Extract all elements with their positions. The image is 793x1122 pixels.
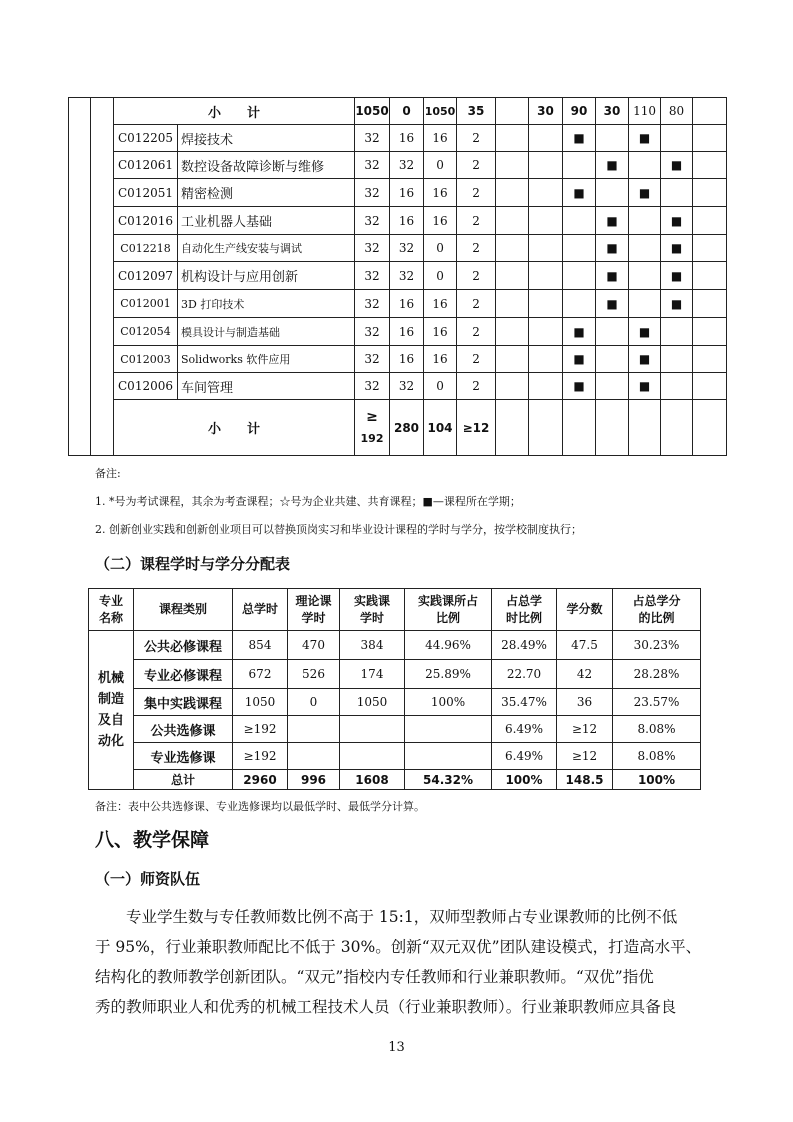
semester-mark: ■ [661, 290, 693, 318]
course-credits: 2 [457, 262, 496, 290]
course-total-hours: 32 [355, 179, 390, 207]
course-row [69, 262, 727, 290]
practice-ratio: 100% [405, 689, 492, 716]
hour-ratio: 22.70 [492, 660, 557, 689]
practice-ratio [405, 743, 492, 770]
paragraph-line: 结构化的教师教学创新团队。“双元”指校内专任教师和行业兼职教师。“双优”指优 [95, 968, 654, 986]
course-credits: 2 [457, 373, 496, 400]
header-line: 时比例 [505, 610, 542, 625]
empty-cell [496, 400, 529, 456]
practice-hours: 174 [340, 660, 405, 689]
header-credits [557, 589, 613, 631]
course-total-hours: 32 [355, 318, 390, 346]
subtotal-sem3: 30 [596, 98, 629, 125]
course-code: C012016 [114, 207, 178, 235]
distribution-row [89, 631, 701, 660]
course-total-hours: 32 [355, 152, 390, 179]
notes-line-1: 1. *号为考试课程，其余为考查课程；☆号为企业共建、共育课程；■—课程所在学期； [95, 495, 521, 508]
subtotal-sem2: 90 [563, 98, 596, 125]
semester-mark: ■ [563, 346, 596, 373]
course-practice-hours: 16 [424, 179, 457, 207]
semester-mark [496, 290, 529, 318]
credit-ratio: 100% [613, 770, 701, 790]
semester-mark [496, 318, 529, 346]
section-teacher-title: （一）师资队伍 [95, 870, 201, 888]
semester-mark [496, 179, 529, 207]
theory-hours [288, 743, 340, 770]
course-theory-hours: 16 [390, 207, 424, 235]
course-total-hours: 32 [355, 290, 390, 318]
practice-ratio [405, 716, 492, 743]
semester-mark [529, 235, 563, 262]
credit-ratio: 28.28% [613, 660, 701, 689]
paragraph-line: 秀的教师职业人和优秀的机械工程技术人员（行业兼职教师）。行业兼职教师应具备良 [95, 998, 677, 1016]
semester-mark [629, 152, 661, 179]
left-blank-cell-2 [91, 98, 114, 456]
header-total-hours [233, 589, 288, 631]
semester-mark [661, 346, 693, 373]
course-row [69, 179, 727, 207]
course-code: C012218 [114, 235, 178, 262]
theory-hours: 526 [288, 660, 340, 689]
course-code: C012061 [114, 152, 178, 179]
credits: ≥12 [557, 716, 613, 743]
category: 专业必修课程 [134, 660, 233, 689]
course-theory-hours: 16 [390, 179, 424, 207]
total-hours: ≥192 [233, 743, 288, 770]
course-theory-hours: 16 [390, 346, 424, 373]
semester-mark: ■ [661, 207, 693, 235]
semester-mark [693, 125, 727, 152]
header-line: 专业 [98, 593, 123, 608]
semester-mark [496, 207, 529, 235]
semester-mark [496, 262, 529, 290]
header-line: 学时 [301, 610, 326, 625]
total-hours: 2960 [233, 770, 288, 790]
header-hour-ratio [492, 589, 557, 631]
distribution-header-row [89, 589, 701, 631]
subtotal-label: 小 计 [114, 400, 355, 456]
course-credits: 2 [457, 346, 496, 373]
header-major [89, 589, 134, 631]
course-row [69, 152, 727, 179]
semester-mark: ■ [563, 373, 596, 400]
semester-mark: ■ [661, 235, 693, 262]
theory-hours: 470 [288, 631, 340, 660]
subtotal-total: 1050 [355, 98, 390, 125]
semester-mark [661, 179, 693, 207]
subtotal-row-top [69, 98, 727, 125]
category: 专业选修课 [134, 743, 233, 770]
semester-mark [629, 207, 661, 235]
semester-mark: ■ [596, 290, 629, 318]
hour-ratio: 100% [492, 770, 557, 790]
distribution-row [89, 660, 701, 689]
course-code: C012051 [114, 179, 178, 207]
course-name: 3D 打印技术 [178, 290, 355, 318]
credits: 148.5 [557, 770, 613, 790]
header-line: 占总学分 [632, 593, 681, 608]
course-row [69, 318, 727, 346]
paragraph-line: 专业学生数与专任教师数比例不高于 15:1，双师型教师占专业课教师的比例不低 [95, 908, 678, 926]
header-line: 实践课 [353, 593, 390, 608]
notes-title: 备注: [95, 467, 121, 480]
course-code: C012097 [114, 262, 178, 290]
semester-mark: ■ [563, 179, 596, 207]
course-practice-hours: 16 [424, 125, 457, 152]
empty-cell [629, 400, 661, 456]
credits: 47.5 [557, 631, 613, 660]
semester-mark [529, 179, 563, 207]
semester-mark [529, 346, 563, 373]
hour-ratio: 6.49% [492, 743, 557, 770]
course-code: C012003 [114, 346, 178, 373]
semester-mark [529, 152, 563, 179]
course-credits: 2 [457, 179, 496, 207]
subtotal-practice: 104 [424, 400, 457, 456]
course-total-hours: 32 [355, 235, 390, 262]
subtotal-theory: 0 [390, 98, 424, 125]
header-line: 占总学 [505, 593, 542, 608]
header-line: 比例 [435, 610, 460, 625]
semester-mark [693, 152, 727, 179]
course-theory-hours: 32 [390, 235, 424, 262]
theory-hours: 0 [288, 689, 340, 716]
course-code: C012001 [114, 290, 178, 318]
semester-mark: ■ [563, 125, 596, 152]
paragraph-line: 于 95%，行业兼职教师配比不低于 30%。创新“双元双优”团队建设模式，打造高水平、 [95, 938, 702, 956]
subtotal-row-bottom [69, 400, 727, 456]
header-line: 学时 [359, 610, 384, 625]
distribution-row [89, 716, 701, 743]
teacher-paragraph [95, 902, 707, 1022]
header-line: 名称 [98, 610, 123, 625]
credits: ≥12 [557, 743, 613, 770]
major-name-line: 及自 [97, 713, 124, 728]
semester-mark [563, 152, 596, 179]
course-theory-hours: 32 [390, 373, 424, 400]
semester-mark: ■ [661, 262, 693, 290]
course-practice-hours: 0 [424, 152, 457, 179]
semester-mark [596, 179, 629, 207]
course-total-hours: 32 [355, 207, 390, 235]
semester-mark [629, 235, 661, 262]
semester-mark [661, 373, 693, 400]
hour-ratio: 35.47% [492, 689, 557, 716]
subtotal-sem6 [693, 98, 727, 125]
semester-mark [596, 346, 629, 373]
semester-mark: ■ [596, 235, 629, 262]
course-theory-hours: 16 [390, 290, 424, 318]
practice-ratio: 44.96% [405, 631, 492, 660]
page-number: 13 [388, 1040, 405, 1055]
semester-mark: ■ [596, 207, 629, 235]
distribution-total-row [89, 770, 701, 790]
header-category [134, 589, 233, 631]
semester-mark [563, 207, 596, 235]
course-theory-hours: 16 [390, 318, 424, 346]
total-hours: 854 [233, 631, 288, 660]
semester-mark [661, 125, 693, 152]
semester-mark [563, 262, 596, 290]
semester-mark [693, 235, 727, 262]
course-name: 机构设计与应用创新 [178, 262, 355, 290]
header-line: 实践课所占 [417, 593, 478, 608]
total-hours: ≥192 [233, 716, 288, 743]
empty-cell [661, 400, 693, 456]
course-row [69, 207, 727, 235]
major-name-line: 动化 [97, 734, 124, 749]
header-practice-hours [340, 589, 405, 631]
semester-mark: ■ [629, 318, 661, 346]
subtotal-total [355, 400, 390, 456]
subtotal-sem5: 80 [661, 98, 693, 125]
course-name: Solidworks 软件应用 [178, 346, 355, 373]
credits: 42 [557, 660, 613, 689]
header-line: 的比例 [638, 610, 675, 625]
semester-mark: ■ [596, 152, 629, 179]
semester-mark [529, 207, 563, 235]
semester-mark [693, 262, 727, 290]
notes-line-2: 2. 创新创业实践和创新创业项目可以替换顶岗实习和毕业设计课程的学时与学分，按学校制度执行； [95, 523, 582, 536]
total-label: 总计 [134, 770, 233, 790]
course-row [69, 346, 727, 373]
course-practice-hours: 16 [424, 346, 457, 373]
course-theory-hours: 32 [390, 262, 424, 290]
course-name: 车间管理 [178, 373, 355, 400]
course-code: C012205 [114, 125, 178, 152]
distribution-row [89, 689, 701, 716]
header-theory-hours [288, 589, 340, 631]
course-theory-hours: 16 [390, 125, 424, 152]
credit-ratio: 8.08% [613, 716, 701, 743]
semester-mark: ■ [629, 125, 661, 152]
semester-mark: ■ [661, 152, 693, 179]
course-name: 自动化生产线安装与调试 [178, 235, 355, 262]
header-line: 学分数 [566, 602, 603, 616]
section-8-title: 八、教学保障 [95, 829, 210, 851]
semester-mark [629, 262, 661, 290]
credits: 36 [557, 689, 613, 716]
course-practice-hours: 0 [424, 262, 457, 290]
category: 公共选修课 [134, 716, 233, 743]
semester-mark [529, 290, 563, 318]
course-theory-hours: 32 [390, 152, 424, 179]
semester-mark [496, 346, 529, 373]
practice-hours: 384 [340, 631, 405, 660]
hour-ratio: 6.49% [492, 716, 557, 743]
empty-cell [563, 400, 596, 456]
credit-ratio: 8.08% [613, 743, 701, 770]
category: 集中实践课程 [134, 689, 233, 716]
subtotal-practice: 1050 [424, 98, 457, 125]
semester-mark [529, 318, 563, 346]
semester-mark: ■ [629, 346, 661, 373]
course-name: 工业机器人基础 [178, 207, 355, 235]
theory-hours [288, 716, 340, 743]
credit-ratio: 30.23% [613, 631, 701, 660]
semester-mark: ■ [629, 179, 661, 207]
empty-cell [693, 400, 727, 456]
semester-mark [496, 152, 529, 179]
major-name-line: 制造 [97, 692, 124, 707]
semester-mark [529, 262, 563, 290]
subtotal-credits: ≥12 [457, 400, 496, 456]
course-practice-hours: 16 [424, 207, 457, 235]
semester-mark: ■ [596, 262, 629, 290]
course-credits: 2 [457, 235, 496, 262]
semester-mark: ■ [563, 318, 596, 346]
course-row [69, 125, 727, 152]
major-name [89, 631, 134, 790]
practice-hours [340, 716, 405, 743]
semester-mark [629, 290, 661, 318]
semester-mark: ■ [629, 373, 661, 400]
course-credits: 2 [457, 152, 496, 179]
semester-mark [496, 235, 529, 262]
category: 公共必修课程 [134, 631, 233, 660]
course-practice-hours: 0 [424, 373, 457, 400]
course-table [68, 97, 727, 456]
semester-mark [661, 318, 693, 346]
course-row [69, 373, 727, 400]
course-total-hours: 32 [355, 346, 390, 373]
total-hours: 1050 [233, 689, 288, 716]
total-hours: 672 [233, 660, 288, 689]
semester-mark [563, 290, 596, 318]
course-practice-hours: 16 [424, 290, 457, 318]
practice-ratio: 25.89% [405, 660, 492, 689]
subtotal-total-value: 192 [360, 431, 384, 445]
semester-mark [563, 235, 596, 262]
course-name: 数控设备故障诊断与维修 [178, 152, 355, 179]
section-distribution-title: （二）课程学时与学分分配表 [95, 555, 291, 573]
course-practice-hours: 0 [424, 235, 457, 262]
practice-ratio: 54.32% [405, 770, 492, 790]
subtotal-label: 小 计 [114, 98, 355, 125]
credit-ratio: 23.57% [613, 689, 701, 716]
semester-mark [496, 373, 529, 400]
course-code: C012006 [114, 373, 178, 400]
course-name: 焊接技术 [178, 125, 355, 152]
left-blank-cell [69, 98, 91, 456]
course-total-hours: 32 [355, 125, 390, 152]
header-credit-ratio [613, 589, 701, 631]
semester-mark [693, 207, 727, 235]
subtotal-sem1: 30 [529, 98, 563, 125]
course-credits: 2 [457, 290, 496, 318]
semester-mark [693, 290, 727, 318]
course-total-hours: 32 [355, 262, 390, 290]
semester-mark [693, 346, 727, 373]
distribution-note: 备注：表中公共选修课、专业选修课均以最低学时、最低学分计算。 [95, 800, 425, 813]
distribution-table [88, 588, 701, 790]
semester-mark [596, 373, 629, 400]
semester-mark [596, 318, 629, 346]
practice-hours [340, 743, 405, 770]
course-practice-hours: 16 [424, 318, 457, 346]
theory-hours: 996 [288, 770, 340, 790]
course-code: C012054 [114, 318, 178, 346]
semester-mark [596, 125, 629, 152]
course-name: 模具设计与制造基础 [178, 318, 355, 346]
semester-mark [529, 373, 563, 400]
semester-mark [496, 125, 529, 152]
header-practice-ratio [405, 589, 492, 631]
course-credits: 2 [457, 318, 496, 346]
subtotal-theory: 280 [390, 400, 424, 456]
hour-ratio: 28.49% [492, 631, 557, 660]
course-credits: 2 [457, 125, 496, 152]
distribution-row [89, 743, 701, 770]
semester-mark [693, 318, 727, 346]
header-line: 总学时 [241, 602, 278, 616]
practice-hours: 1050 [340, 689, 405, 716]
course-row [69, 235, 727, 262]
header-line: 理论课 [295, 593, 332, 608]
course-credits: 2 [457, 207, 496, 235]
course-row [69, 290, 727, 318]
header-line: 课程类别 [158, 602, 207, 616]
major-name-line: 机械 [97, 671, 124, 686]
practice-hours: 1608 [340, 770, 405, 790]
subtotal-credits: 35 [457, 98, 496, 125]
semester-mark [693, 179, 727, 207]
semester-mark [529, 125, 563, 152]
semester-mark [693, 373, 727, 400]
empty-cell [529, 400, 563, 456]
course-name: 精密检测 [178, 179, 355, 207]
subtotal-sem4: 110 [629, 98, 661, 125]
subtotal-col [496, 98, 529, 125]
empty-cell [596, 400, 629, 456]
subtotal-total-symbol: ≥ [366, 408, 378, 425]
course-total-hours: 32 [355, 373, 390, 400]
